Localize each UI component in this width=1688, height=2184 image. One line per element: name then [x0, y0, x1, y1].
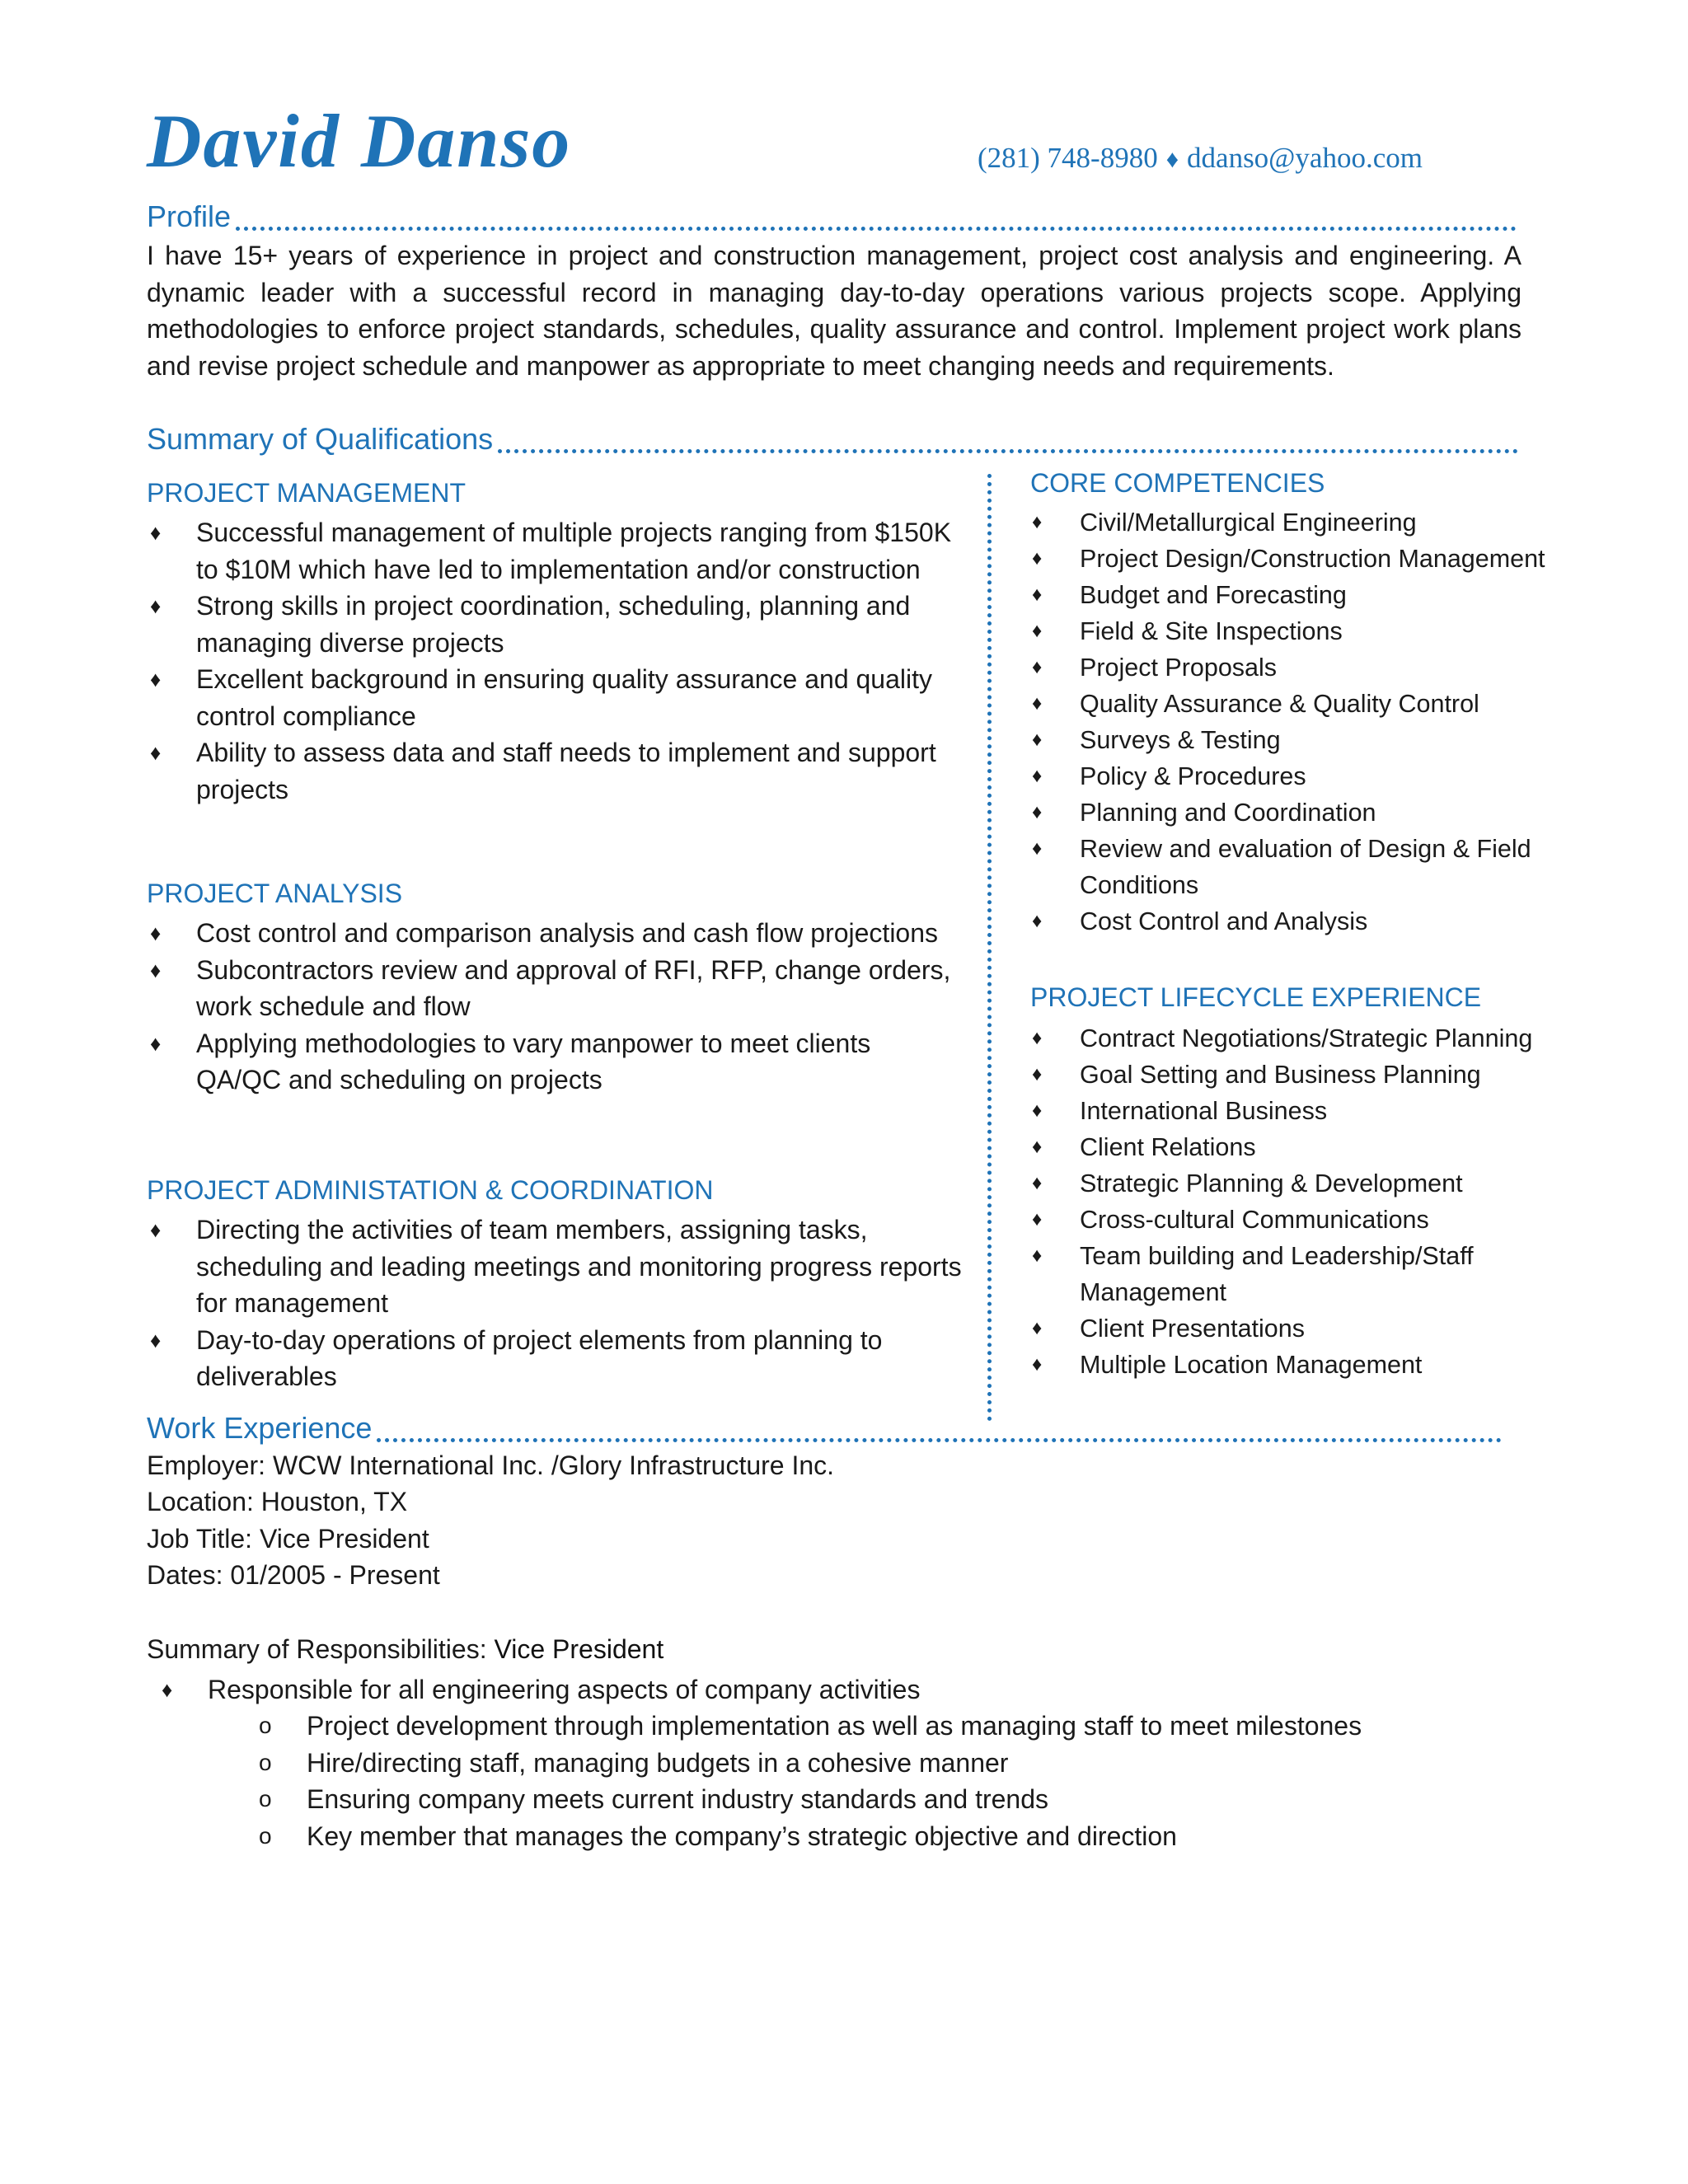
list-item: ♦ Project Design/Construction Management	[1030, 541, 1558, 577]
diamond-bullet-icon: ♦	[150, 1327, 162, 1352]
responsibilities-role: Vice President	[494, 1634, 664, 1664]
list-item: ♦ Policy & Procedures	[1030, 758, 1558, 794]
list-item: ♦ Cost Control and Analysis	[1030, 903, 1558, 940]
list-item: ♦ Project Proposals	[1030, 649, 1558, 686]
list-item: ♦ Day-to-day operations of project elements from planning to deliverables	[147, 1322, 971, 1395]
list-item: ♦ Cost control and comparison analysis and cash flow projections	[147, 915, 954, 952]
diamond-bullet-icon: ♦	[1032, 511, 1043, 533]
list-item: ♦ Applying methodologies to vary manpower to meet clients QA/QC and scheduling on projects	[147, 1025, 954, 1099]
diamond-bullet-icon: ♦	[1032, 1172, 1043, 1194]
responsibilities-label: Summary of Responsibilities	[147, 1634, 480, 1664]
diamond-bullet-icon: ♦	[150, 740, 162, 765]
diamond-bullet-icon: ♦	[150, 520, 162, 545]
list-item: o Hire/directing staff, managing budgets in a cohesive manner	[256, 1745, 1362, 1782]
diamond-separator-icon: ♦	[1165, 146, 1179, 173]
diamond-bullet-icon: ♦	[1032, 1244, 1043, 1267]
circle-bullet-icon: o	[259, 1713, 272, 1738]
qualifications-heading-label: Summary of Qualifications	[147, 422, 494, 456]
project-analysis-list	[147, 915, 954, 1099]
employer: Employer: WCW International Inc. /Glory Infrastructure Inc.	[147, 1451, 835, 1480]
diamond-bullet-icon: ♦	[150, 957, 162, 982]
list-item: ♦ Client Presentations	[1030, 1310, 1599, 1347]
list-item: ♦ Cross-cultural Communications	[1030, 1202, 1599, 1238]
list-item: ♦ Strategic Planning & Development	[1030, 1165, 1599, 1202]
diamond-bullet-icon: ♦	[1032, 1099, 1043, 1122]
qualifications-heading	[147, 422, 1518, 457]
responsibilities-colon: :	[479, 1634, 495, 1664]
list-item: ♦ Multiple Location Management	[1030, 1347, 1599, 1383]
list-item: ♦ Goal Setting and Business Planning	[1030, 1057, 1599, 1093]
diamond-bullet-icon: ♦	[150, 921, 162, 945]
dates: Dates: 01/2005 - Present	[147, 1560, 440, 1590]
email-address[interactable]: ddanso@yahoo.com	[1187, 142, 1423, 174]
location: Location: Houston, TX	[147, 1487, 408, 1516]
diamond-bullet-icon: ♦	[1032, 1353, 1043, 1376]
diamond-bullet-icon: ♦	[1032, 765, 1043, 787]
diamond-bullet-icon: ♦	[150, 593, 162, 618]
phone-number[interactable]: (281) 748-8980	[978, 142, 1158, 174]
list-item: ♦ Field & Site Inspections	[1030, 613, 1558, 649]
work-experience-heading-label: Work Experience	[147, 1411, 373, 1445]
diamond-bullet-icon: ♦	[1032, 1027, 1043, 1049]
core-competencies-heading: CORE COMPETENCIES	[1030, 468, 1325, 498]
list-item: ♦ Strong skills in project coordination, scheduling, planning and managing diverse projects	[147, 588, 979, 661]
profile-text: I have 15+ years of experience in project and construction management, project cost analysis and engineering. A dynamic leader with a successful record in managing day-to-day operations various projects scope. Applying methodologies to enforce project standards, schedules, quality assurance and control. Implement project work plans and revise project schedule and manpower as appropriate to meet changing needs and requirements.	[147, 241, 1522, 382]
circle-bullet-icon: o	[259, 1786, 272, 1811]
list-item: ♦ Responsible for all engineering aspects of company activities	[158, 1671, 1395, 1708]
list-item: ♦ International Business	[1030, 1093, 1599, 1129]
list-item: ♦ Budget and Forecasting	[1030, 577, 1558, 613]
project-lifecycle-heading: PROJECT LIFECYCLE EXPERIENCE	[1030, 982, 1482, 1012]
list-item: ♦ Subcontractors review and approval of RFI, RFP, change orders, work schedule and flow	[147, 952, 954, 1025]
list-item: ♦ Directing the activities of team members, assigning tasks, scheduling and leading meetings and monitoring progress reports for management	[147, 1212, 971, 1322]
diamond-bullet-icon: ♦	[1032, 837, 1043, 860]
diamond-bullet-icon: ♦	[1032, 1136, 1043, 1158]
column-divider	[987, 474, 992, 1422]
list-item: o Key member that manages the company’s strategic objective and direction	[256, 1818, 1362, 1855]
project-analysis-heading: PROJECT ANALYSIS	[147, 879, 403, 908]
list-item: o Project development through implementation as well as managing staff to meet milestones	[256, 1708, 1362, 1745]
list-item: ♦ Excellent background in ensuring quality assurance and quality control compliance	[147, 661, 979, 734]
diamond-bullet-icon: ♦	[1032, 1317, 1043, 1339]
diamond-bullet-icon: ♦	[1032, 656, 1043, 678]
list-item: ♦ Ability to assess data and staff needs to implement and support projects	[147, 734, 979, 808]
profile-heading	[147, 199, 1517, 234]
project-administration-heading: PROJECT ADMINISTATION & COORDINATION	[147, 1175, 714, 1205]
diamond-bullet-icon: ♦	[1032, 620, 1043, 642]
list-item: ♦ Planning and Coordination	[1030, 794, 1558, 831]
list-item: ♦ Quality Assurance & Quality Control	[1030, 686, 1558, 722]
diamond-bullet-icon: ♦	[1032, 583, 1043, 606]
list-item: ♦ Client Relations	[1030, 1129, 1599, 1165]
candidate-name: David Danso	[147, 99, 572, 183]
diamond-bullet-icon: ♦	[1032, 692, 1043, 715]
list-item: ♦ Civil/Metallurgical Engineering	[1030, 504, 1558, 541]
responsibilities-heading	[147, 1634, 663, 1665]
list-item: o Ensuring company meets current industry standards and trends	[256, 1781, 1362, 1818]
job-title: Job Title: Vice President	[147, 1524, 429, 1554]
responsibilities-sublist	[256, 1708, 1362, 1854]
dotted-rule	[377, 1438, 1502, 1442]
diamond-bullet-icon: ♦	[150, 1217, 162, 1242]
responsibilities-list	[158, 1671, 1395, 1708]
dotted-rule	[236, 227, 1517, 231]
work-experience-heading	[147, 1411, 1502, 1446]
core-competencies-list	[1030, 504, 1558, 940]
diamond-bullet-icon: ♦	[1032, 1208, 1043, 1230]
project-administration-list	[147, 1212, 971, 1395]
contact-info	[978, 142, 1423, 175]
diamond-bullet-icon: ♦	[1032, 910, 1043, 932]
list-item: ♦ Team building and Leadership/Staff Management	[1030, 1238, 1599, 1310]
diamond-bullet-icon: ♦	[150, 667, 162, 691]
profile-heading-label: Profile	[147, 199, 232, 233]
diamond-bullet-icon: ♦	[1032, 801, 1043, 823]
project-management-heading: PROJECT MANAGEMENT	[147, 478, 466, 508]
list-item: ♦ Surveys & Testing	[1030, 722, 1558, 758]
project-management-list	[147, 514, 979, 808]
list-item: ♦ Contract Negotiations/Strategic Planning	[1030, 1020, 1599, 1057]
diamond-bullet-icon: ♦	[1032, 729, 1043, 751]
list-item: ♦ Successful management of multiple projects ranging from $150K to $10M which have led to implementation and/or construction	[147, 514, 979, 588]
diamond-bullet-icon: ♦	[1032, 547, 1043, 569]
list-item: ♦ Review and evaluation of Design & Field Conditions	[1030, 831, 1558, 903]
diamond-bullet-icon: ♦	[1032, 1063, 1043, 1085]
diamond-bullet-icon: ♦	[162, 1677, 173, 1702]
circle-bullet-icon: o	[259, 1749, 272, 1775]
circle-bullet-icon: o	[259, 1822, 272, 1849]
diamond-bullet-icon: ♦	[150, 1030, 162, 1056]
dotted-rule	[498, 449, 1518, 453]
project-lifecycle-list	[1030, 1020, 1599, 1383]
